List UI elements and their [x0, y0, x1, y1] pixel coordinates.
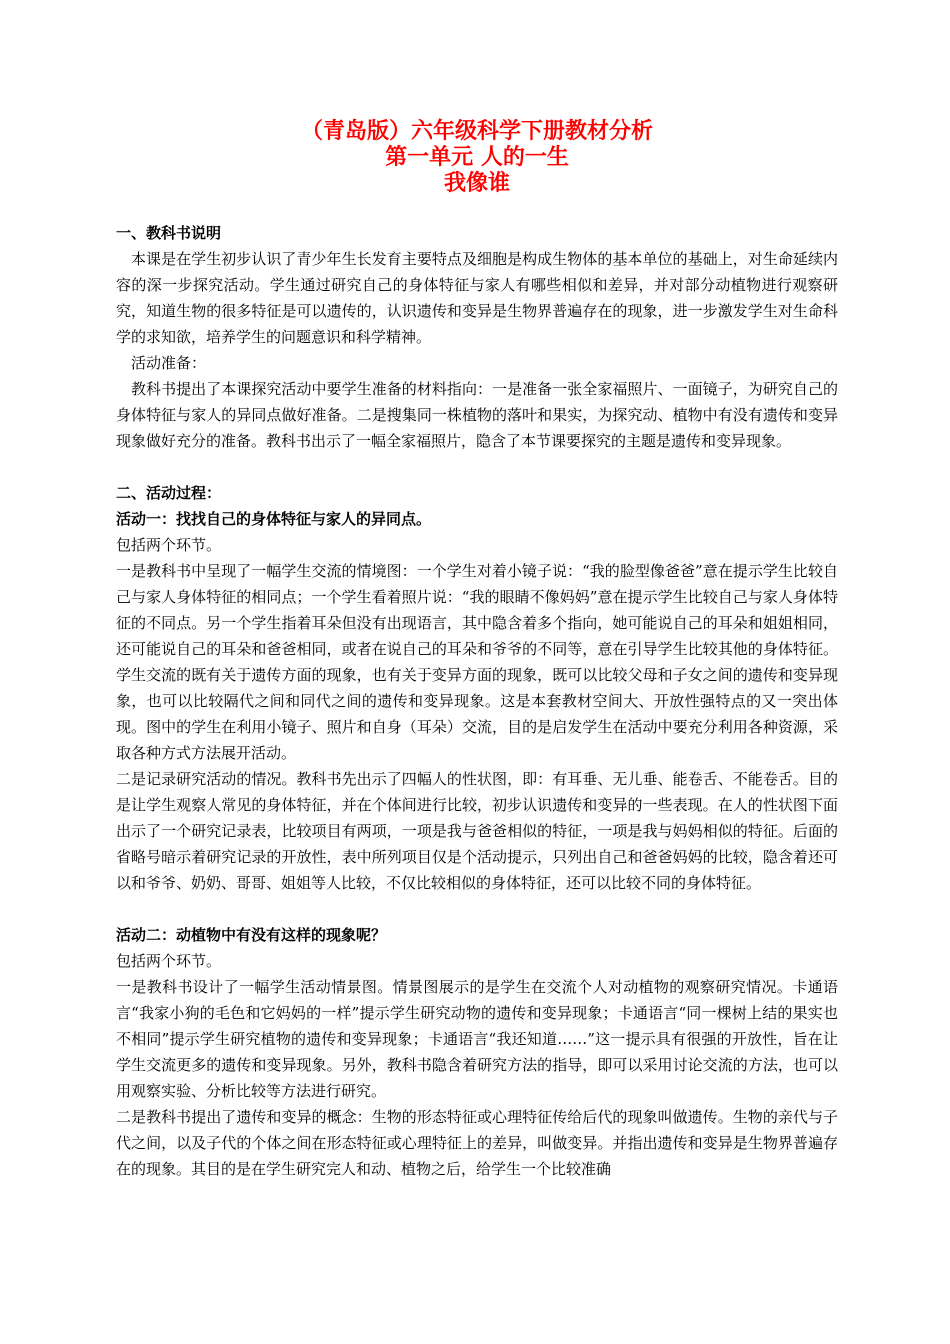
document-page	[116, 118, 838, 1182]
section1-paragraph-2: 教科书提出了本课探究活动中要学生准备的材料指向：一是准备一张全家福照片、一面镜子，为研究自己的身体特征与家人的异同点做好准备。二是搜集同一株植物的落叶和果实，为探究动、植物中有没有遗传和变异现象做好充分的准备。教科书出示了一幅全家福照片，隐含了本节课要探究的主题是遗传和变异现象。	[116, 380, 838, 450]
activity1-heading: 活动一：找找自己的身体特征与家人的异同点。	[116, 510, 432, 528]
document-title	[116, 118, 838, 196]
section-activity-process	[116, 480, 838, 1182]
activity2-intro: 包括两个环节。	[116, 952, 222, 970]
title-line-3: 我像谁	[443, 170, 510, 196]
section-textbook-description	[116, 220, 838, 454]
activity-one	[116, 506, 838, 896]
title-spacer	[116, 196, 838, 220]
section1-heading: 一、教科书说明	[116, 224, 222, 242]
activity1-paragraph-2: 二是记录研究活动的情况。教科书先出示了四幅人的性状图，即：有耳垂、无儿垂、能卷舌、不能卷舌。目的是让学生观察人常见的身体特征，并在个体间进行比较，初步认识遗传和变异的一些表现。在人的性状图下面出示了一个研究记录表，比较项目有两项，一项是我与爸爸相似的特征，一项是我与妈妈相似的特征。后面的省略号暗示着研究记录的开放性，表中所列项目仅是个活动提示，只列出自己和爸爸妈妈的比较，隐含着还可以和爷爷、奶奶、哥哥、姐姐等人比较，不仅比较相似的身体特征，还可以比较不同的身体特征。	[116, 770, 838, 892]
title-line-1: （青岛版）六年级科学下册教材分析	[300, 118, 653, 144]
title-line-2: 第一单元 人的一生	[385, 144, 569, 170]
activity2-heading: 活动二：动植物中有没有这样的现象呢？	[116, 926, 387, 944]
section2-heading: 二、活动过程：	[116, 484, 222, 502]
activity-prep-label: 活动准备：	[131, 354, 207, 372]
section-gap	[116, 454, 838, 480]
activity2-paragraph-1: 一是教科书设计了一幅学生活动情景图。情景图展示的是学生在交流个人对动植物的观察研究情况。卡通语言“我家小狗的毛色和它妈妈的一样”提示学生研究动物的遗传和变异现象；卡通语言“同一棵树上结的果实也不相同”提示学生研究植物的遗传和变异现象；卡通语言“我还知道……”这一提示具有很强的开放性，旨在让学生交流更多的遗传和变异现象。另外，教科书隐含着研究方法的指导，即可以采用讨论交流的方法，也可以用观察实验、分析比较等方法进行研究。	[116, 978, 838, 1100]
activity2-paragraph-2: 二是教科书提出了遗传和变异的概念：生物的形态特征或心理特征传给后代的现象叫做遗传。生物的亲代与子代之间，以及子代的个体之间在形态特征或心理特征上的差异，叫做变异。并指出遗传和变异是生物界普遍存在的现象。其目的是在学生研究完人和动、植物之后，给学生一个比较准确	[116, 1108, 838, 1178]
activity1-paragraph-1: 一是教科书中呈现了一幅学生交流的情境图：一个学生对着小镜子说：“我的脸型像爸爸”意在提示学生比较自己与家人身体特征的相同点；一个学生看着照片说：“我的眼睛不像妈妈”意在提示学生比较自己与家人身体特征的不同点。另一个学生指着耳朵但没有出现语言，其中隐含着多个指向，她可能说自己的耳朵和姐姐相同，还可能说自己的耳朵和爸爸相同，或者在说自己的耳朵和爷爷的不同等，意在引导学生比较其他的身体特征。学生交流的既有关于遗传方面的现象，也有关于变异方面的现象，既可以比较父母和子女之间的遗传和变异现象，也可以比较隔代之间和同代之间的遗传和变异现象。这是本套教材空间大、开放性强特点的又一突出体现。图中的学生在利用小镜子、照片和自身（耳朵）交流，目的是启发学生在活动中要充分利用各种资源，采取各种方式方法展开活动。	[116, 562, 838, 762]
section1-paragraph-1: 本课是在学生初步认识了青少年生长发育主要特点及细胞是构成生物体的基本单位的基础上，对生命延续内容的深一步探究活动。学生通过研究自己的身体特征与家人有哪些相似和差异，并对部分动植物进行观察研究，知道生物的很多特征是可以遗传的，认识遗传和变异是生物界普遍存在的现象，进一步激发学生对生命科学的求知欲，培养学生的问题意识和科学精神。	[116, 250, 838, 346]
activity-gap	[116, 896, 838, 922]
activity1-intro: 包括两个环节。	[116, 536, 222, 554]
activity-two	[116, 922, 838, 1182]
